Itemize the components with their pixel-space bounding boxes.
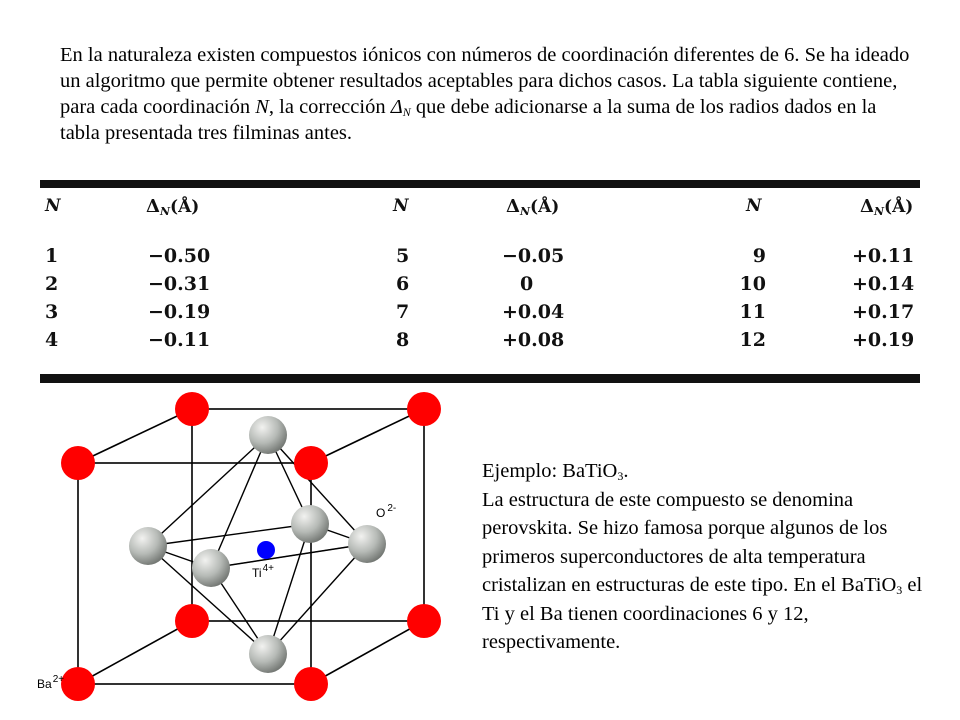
table-cell: 9 bbox=[752, 245, 766, 267]
example-text-1: La estructura de este compuesto se denomina perovskita. Se hizo famosa porque algunos de los primeros superconductores de alta temperatura cristalizan en estructuras de este tipo. En el BaTiO bbox=[482, 488, 897, 596]
ba-ion bbox=[61, 667, 95, 701]
o-label: O $^{2-}$ bbox=[376, 503, 397, 520]
example-title: Ejemplo: BaTiO$_3$. bbox=[482, 460, 629, 483]
header-n-1: N bbox=[45, 196, 61, 216]
header-n-3: N bbox=[746, 196, 762, 216]
o-ion bbox=[192, 549, 230, 587]
o-ion bbox=[348, 525, 386, 563]
table-cell: +0.04 bbox=[502, 301, 565, 323]
perovskite-structure-diagram bbox=[30, 388, 470, 718]
intro-text-3: que debe adicionarse a la suma de los radios dados en la tabla presentada tres filminas antes. bbox=[60, 96, 877, 144]
table-cell: +0.08 bbox=[502, 329, 565, 351]
ti-label: $Ti^{4+}$ bbox=[252, 563, 274, 580]
header-delta-1: ΔN(Å) bbox=[146, 196, 200, 218]
intro-text-2: , la corrección bbox=[268, 96, 391, 118]
table-cell: −0.19 bbox=[148, 301, 211, 323]
ba-ion bbox=[407, 392, 441, 426]
table-cell: −0.31 bbox=[148, 273, 211, 295]
table-cell: −0.11 bbox=[148, 329, 211, 351]
table-cell: 10 bbox=[739, 273, 766, 295]
table-cell: 3 bbox=[45, 301, 59, 323]
table-top-rule bbox=[40, 180, 920, 188]
o-ion bbox=[249, 416, 287, 454]
ba-ion bbox=[294, 446, 328, 480]
table-cell: 7 bbox=[396, 301, 410, 323]
example-text-2: el Ti y el Ba tienen coordinaciones 6 y 12, respectivamente. bbox=[482, 574, 923, 653]
o-ion bbox=[249, 635, 287, 673]
table-cell: 0 bbox=[520, 273, 534, 295]
delta-subscript: N bbox=[402, 105, 411, 119]
intro-paragraph bbox=[60, 42, 910, 146]
ba-label: $Ba^{2+}$ bbox=[37, 674, 65, 691]
delta-symbol: Δ bbox=[390, 96, 403, 118]
table-cell: 11 bbox=[739, 301, 766, 323]
o-ion bbox=[129, 527, 167, 565]
ba-ion bbox=[175, 392, 209, 426]
table-cell: 12 bbox=[739, 329, 766, 351]
table-cell: 8 bbox=[396, 329, 410, 351]
table-cell: 4 bbox=[45, 329, 59, 351]
n-symbol: N bbox=[255, 96, 269, 118]
table-cell: 6 bbox=[396, 273, 410, 295]
table-cell: +0.19 bbox=[852, 329, 915, 351]
ba-ion bbox=[407, 604, 441, 638]
table-cell: +0.17 bbox=[852, 301, 915, 323]
intro-text-1: En la naturaleza existen compuestos iónicos con números de coordinación diferentes de 6. Se ha ideado un algoritmo que permite obtener resultados aceptables para dichos casos. La tabla siguiente contiene, para cada coordinación bbox=[60, 44, 910, 118]
table-cell: 5 bbox=[396, 245, 410, 267]
correction-table bbox=[40, 176, 920, 388]
table-cell: −0.05 bbox=[502, 245, 565, 267]
table-cell: 2 bbox=[45, 273, 59, 295]
example-subscript: 3 bbox=[896, 583, 903, 597]
ba-ion bbox=[294, 667, 328, 701]
header-delta-2: ΔN(Å) bbox=[506, 196, 560, 218]
table-cell: −0.50 bbox=[148, 245, 211, 267]
example-paragraph bbox=[482, 457, 932, 657]
header-n-2: N bbox=[393, 196, 409, 216]
o-ion bbox=[291, 505, 329, 543]
table-cell: 1 bbox=[45, 245, 59, 267]
table-cell: +0.14 bbox=[852, 273, 915, 295]
header-delta-3: ΔN(Å) bbox=[860, 196, 914, 218]
table-bottom-rule bbox=[40, 374, 920, 383]
table-cell: +0.11 bbox=[852, 245, 915, 267]
ba-ion bbox=[175, 604, 209, 638]
ba-ion bbox=[61, 446, 95, 480]
ti-ion bbox=[257, 541, 275, 559]
